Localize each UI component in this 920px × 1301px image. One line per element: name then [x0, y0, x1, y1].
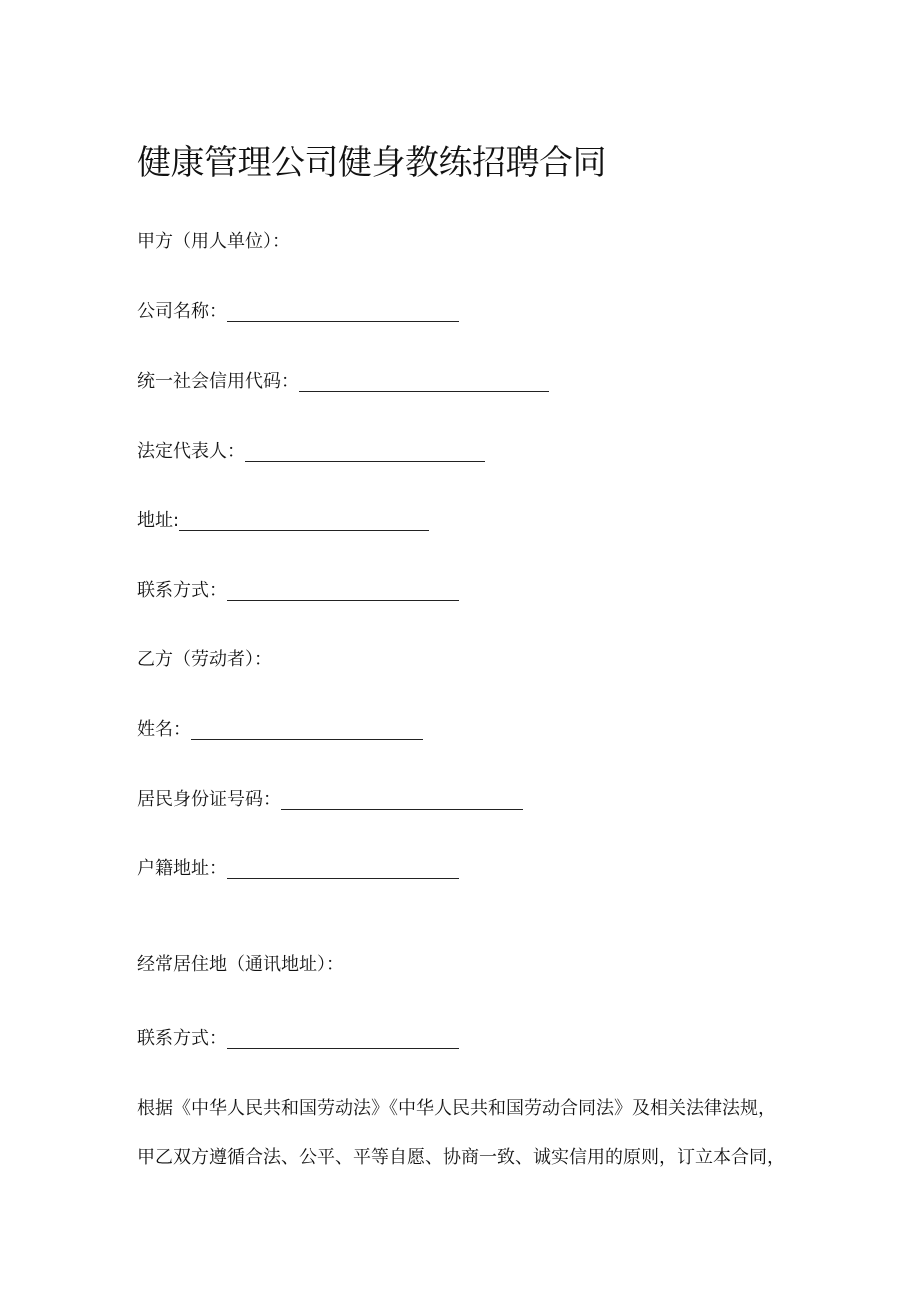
preamble-line-1: 根据《中华人民共和国劳动法》《中华人民共和国劳动合同法》及相关法律法规， — [137, 1098, 776, 1119]
company-name-label: 公司名称： — [137, 301, 227, 322]
household-address-field[interactable] — [227, 861, 459, 879]
party-a-heading-row — [137, 230, 290, 254]
party-b-heading: 乙方（劳动者）： — [137, 649, 272, 670]
household-address-label: 户籍地址： — [137, 858, 227, 879]
party-a-address-label: 地址: — [137, 510, 180, 531]
document-title: 健康管理公司健身教练招聘合同 — [137, 143, 606, 183]
legal-rep-field[interactable] — [245, 444, 485, 462]
party-a-contact-row — [137, 579, 459, 603]
name-field[interactable] — [191, 722, 423, 740]
residence-row — [137, 953, 344, 977]
party-b-contact-label: 联系方式： — [137, 1028, 227, 1049]
name-label: 姓名： — [137, 719, 191, 740]
party-a-address-row — [137, 509, 429, 533]
id-number-row — [137, 788, 523, 812]
name-row — [137, 718, 423, 742]
id-number-label: 居民身份证号码： — [137, 789, 281, 810]
credit-code-row — [137, 370, 549, 394]
legal-rep-label: 法定代表人： — [137, 441, 245, 462]
credit-code-field[interactable] — [299, 374, 549, 392]
residence-label: 经常居住地（通讯地址）： — [137, 954, 344, 975]
household-address-row — [137, 857, 459, 881]
party-a-contact-label: 联系方式： — [137, 580, 227, 601]
id-number-field[interactable] — [281, 792, 523, 810]
party-b-contact-row — [137, 1027, 459, 1051]
party-b-contact-field[interactable] — [227, 1031, 459, 1049]
party-a-heading: 甲方（用人单位）： — [137, 231, 290, 252]
credit-code-label: 统一社会信用代码： — [137, 371, 299, 392]
company-name-field[interactable] — [227, 304, 459, 322]
legal-rep-row — [137, 440, 485, 464]
preamble-line-2: 甲乙双方遵循合法、公平、平等自愿、协商一致、诚实信用的原则，订立本合同， — [137, 1147, 785, 1168]
company-name-row — [137, 300, 459, 324]
party-b-heading-row — [137, 648, 272, 672]
party-a-contact-field[interactable] — [227, 583, 459, 601]
party-a-address-field[interactable] — [179, 513, 429, 531]
